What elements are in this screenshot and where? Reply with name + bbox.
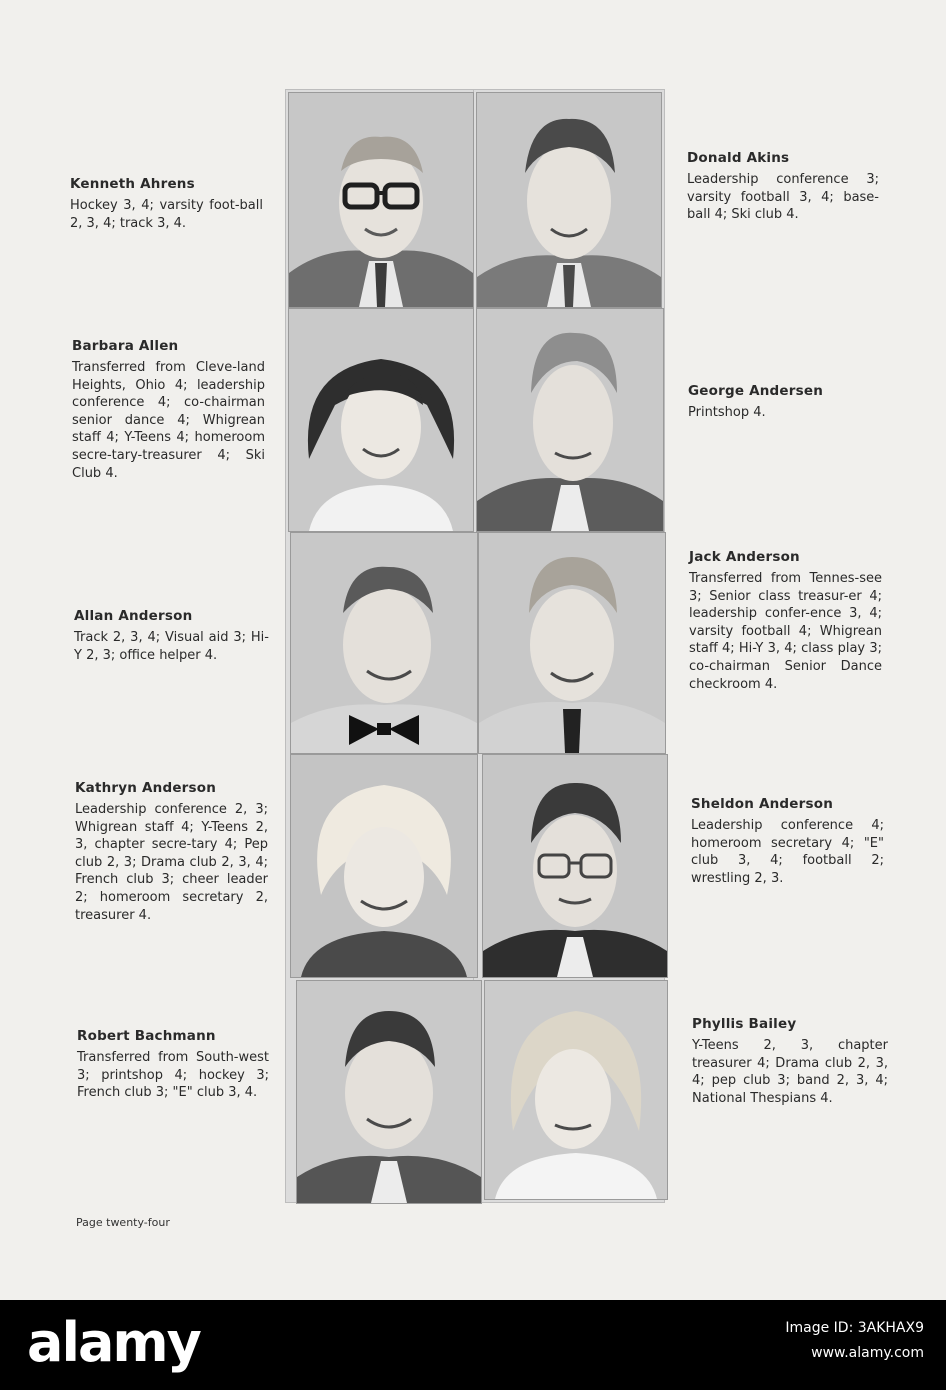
alamy-logo: alamy [27, 1311, 200, 1374]
student-activities: Leadership conference 4; homeroom secretary 4; "E" club 3, 4; football 2; wrestling 2, 3. [691, 818, 884, 886]
bio-donald-akins [687, 150, 879, 224]
portrait-allan-anderson [290, 532, 478, 754]
portrait-image [291, 755, 477, 977]
student-name: Robert Bachmann [77, 1028, 216, 1044]
bio-kenneth-ahrens [70, 176, 263, 232]
student-name: Barbara Allen [72, 338, 179, 354]
bio-phyllis-bailey [692, 1016, 888, 1107]
portrait-image [485, 981, 667, 1199]
student-name: Phyllis Bailey [692, 1016, 797, 1032]
bio-jack-anderson [689, 549, 882, 693]
student-name: Donald Akins [687, 150, 790, 166]
bio-allan-anderson [74, 608, 269, 664]
student-activities: Printshop 4. [688, 405, 766, 420]
portrait-image [289, 93, 473, 307]
bio-kathryn-anderson [75, 780, 268, 924]
student-activities: Hockey 3, 4; varsity foot-ball 2, 3, 4; track 3, 4. [70, 198, 263, 231]
student-activities: Transferred from Tennes-see 3; Senior class treasur-er 4; leadership confer-ence 3, 4; varsity football 4; Whigrean staff 4; Hi-Y 3, 4; class play 3; co-chairman Senior Dance checkroom 4. [689, 571, 882, 692]
portrait-kathryn-anderson [290, 754, 478, 978]
student-activities: Leadership conference 2, 3; Whigrean staff 4; Y-Teens 2, 3, chapter secre-tary 4; Pep club 2, 3; Drama club 2, 3, 4; French club 3; cheer leader 2; homeroom secretary 2, treasurer 4. [75, 802, 268, 923]
student-name: Kathryn Anderson [75, 780, 217, 796]
portrait-phyllis-bailey [484, 980, 668, 1200]
student-name: Sheldon Anderson [691, 796, 834, 812]
portrait-barbara-allen [288, 308, 474, 532]
student-activities: Leadership conference 3; varsity football 3, 4; base-ball 4; Ski club 4. [687, 172, 879, 223]
student-activities: Transferred from South-west 3; printshop 4; hockey 3; French club 3; "E" club 3, 4. [77, 1050, 269, 1101]
portrait-robert-bachmann [296, 980, 482, 1204]
student-name: George Andersen [688, 383, 824, 399]
portrait-image [297, 981, 481, 1203]
portrait-george-andersen [476, 308, 664, 532]
student-name: Jack Anderson [689, 549, 800, 565]
portrait-sheldon-anderson [482, 754, 668, 978]
portrait-image [479, 533, 665, 753]
portrait-jack-anderson [478, 532, 666, 754]
bio-george-andersen [688, 383, 880, 422]
bio-barbara-allen [72, 338, 265, 482]
page-number: Page twenty-four [76, 1216, 170, 1229]
student-activities: Track 2, 3, 4; Visual aid 3; Hi-Y 2, 3; office helper 4. [74, 630, 269, 663]
image-id-label: Image ID: 3AKHAX9 [785, 1320, 924, 1336]
portrait-kenneth-ahrens [288, 92, 474, 308]
portrait-image [477, 93, 661, 307]
bio-robert-bachmann [77, 1028, 269, 1102]
portrait-image [483, 755, 667, 977]
bio-sheldon-anderson [691, 796, 884, 887]
portrait-donald-akins [476, 92, 662, 308]
portrait-image [291, 533, 477, 753]
portrait-image [289, 309, 473, 531]
student-name: Allan Anderson [74, 608, 193, 624]
portrait-image [477, 309, 663, 531]
student-activities: Transferred from Cleve-land Heights, Ohio 4; leadership conference 4; co-chairman senior dance 4; Whigrean staff 4; Y-Teens 4; homeroom secre-tary-treasurer 4; Ski Club 4. [72, 360, 265, 481]
site-url: www.alamy.com [811, 1345, 924, 1361]
student-name: Kenneth Ahrens [70, 176, 195, 192]
student-activities: Y-Teens 2, 3, chapter treasurer 4; Drama club 2, 3, 4; pep club 3; band 2, 3, 4; National Thespians 4. [692, 1038, 888, 1106]
